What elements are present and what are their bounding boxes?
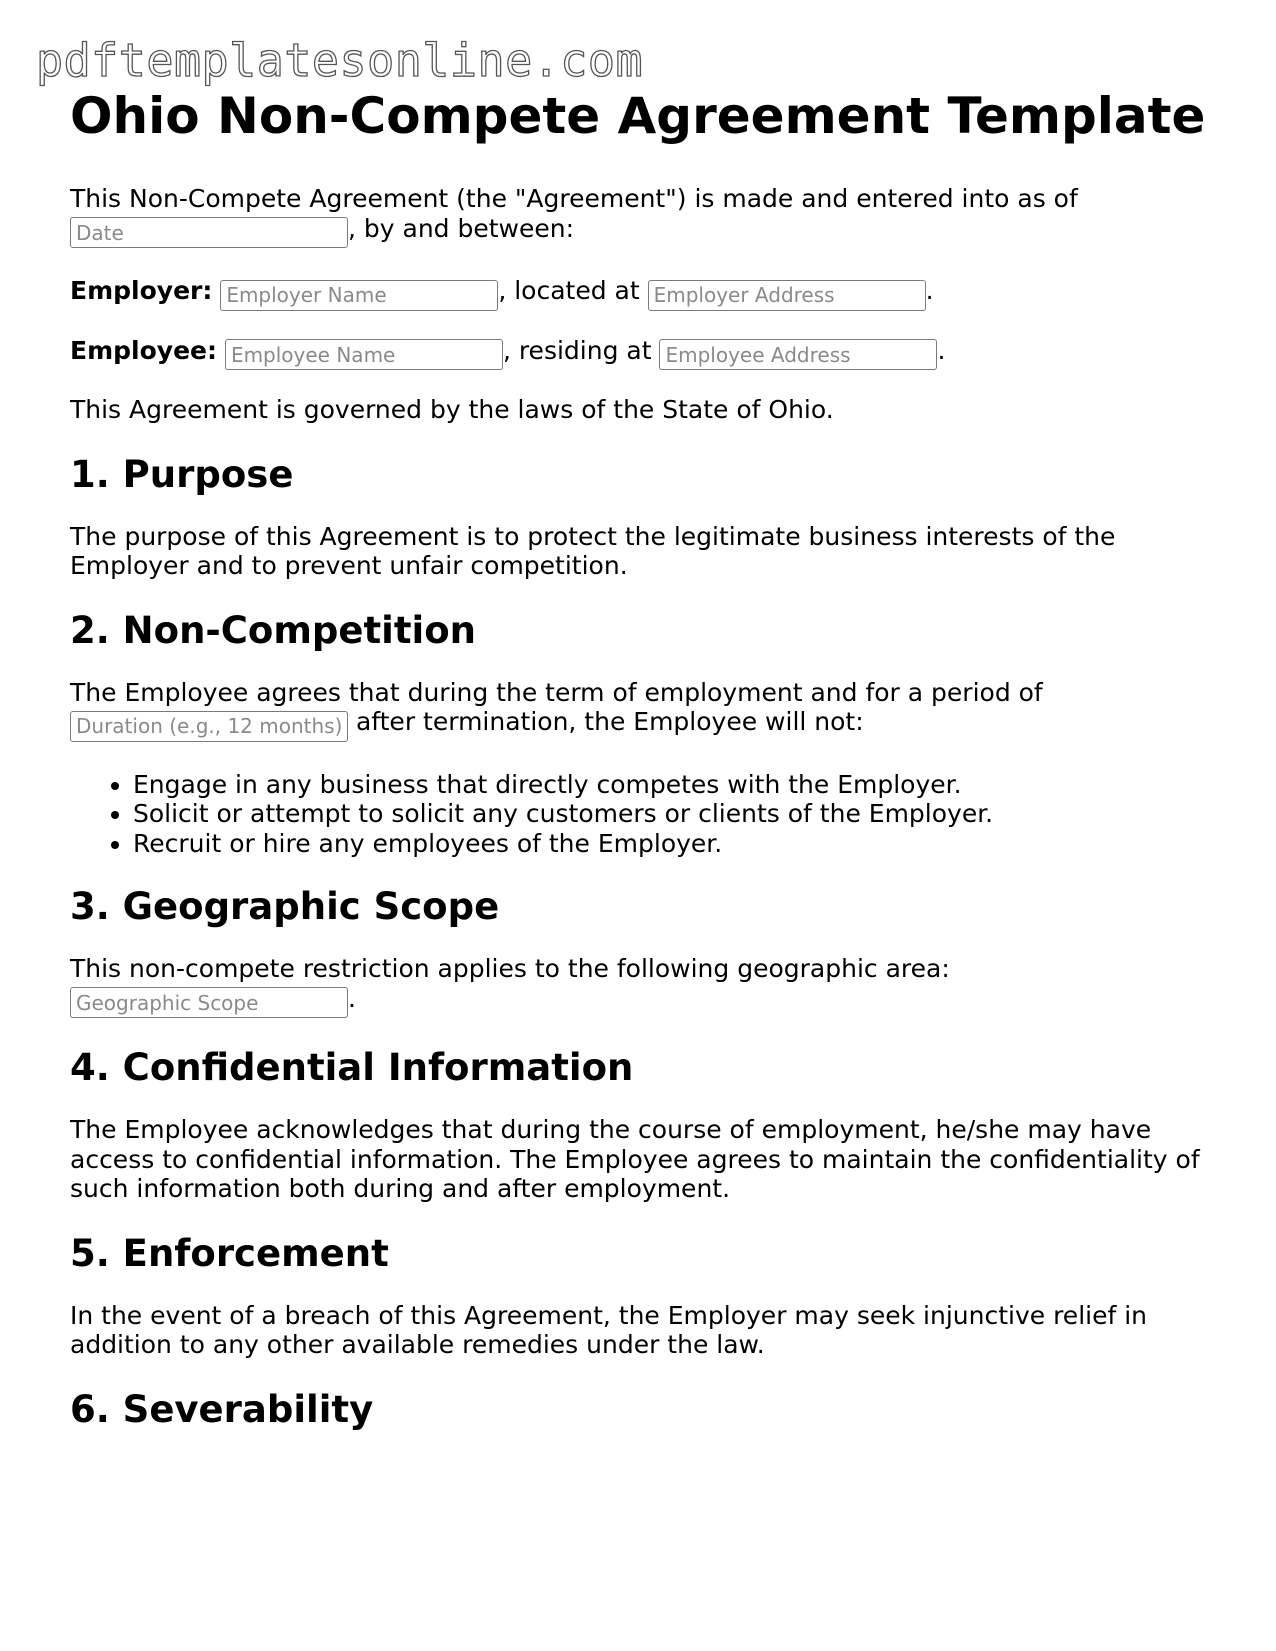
employer-mid-text: , located at — [498, 276, 640, 305]
employee-name-field[interactable] — [225, 339, 503, 370]
intro-text-after: , by and between: — [348, 213, 575, 243]
section-heading-non-competition: 2. Non-Competition — [70, 608, 476, 652]
duration-field[interactable] — [70, 711, 348, 742]
purpose-text: The purpose of this Agreement is to protect the legitimate business interests of the Employer and to prevent unfair competition. — [70, 521, 1116, 580]
employee-end-text: . — [937, 335, 946, 365]
non-competition-text-after: after termination, the Employee will not: — [355, 707, 864, 736]
employer-end-text: . — [925, 276, 934, 305]
geographic-scope-end-text: . — [348, 983, 356, 1013]
list-item: • Solicit or attempt to solicit any customers or clients of the Employer. — [133, 799, 1210, 829]
employer-name-field[interactable] — [220, 280, 498, 311]
intro-text: This Non-Compete Agreement (the "Agreement") is made and entered into as of — [70, 184, 1078, 213]
section-heading-enforcement: 5. Enforcement — [70, 1231, 389, 1275]
geographic-scope-text: This non-compete restriction applies to the following geographic area: — [70, 954, 950, 983]
section-heading-severability: 6. Severability — [70, 1387, 374, 1431]
enforcement-text: In the event of a breach of this Agreement, the Employer may seek injunctive relief in addition to any other available remedies under the law. — [70, 1300, 1148, 1359]
date-field[interactable] — [70, 217, 348, 248]
list-item: • Recruit or hire any employees of the Employer. — [133, 829, 1210, 859]
geographic-scope-field[interactable] — [70, 987, 348, 1018]
employee-address-field[interactable] — [659, 339, 937, 370]
confidential-text: The Employee acknowledges that during the course of employment, he/she may have access to confidential information. The Employee agrees to maintain the confidentiality of such information both during and after employment. — [70, 1115, 1200, 1203]
list-item: • Engage in any business that directly competes with the Employer. — [133, 770, 1210, 800]
section-heading-purpose: 1. Purpose — [70, 452, 294, 496]
governing-law-text: This Agreement is governed by the laws of the State of Ohio. — [70, 395, 834, 424]
employee-line — [70, 336, 1210, 371]
intro-paragraph — [70, 184, 1210, 248]
document-body — [70, 86, 1210, 1457]
employee-label: Employee: — [70, 335, 217, 365]
geographic-scope-paragraph — [70, 954, 1210, 1018]
section-heading-confidential: 4. Confidential Information — [70, 1046, 634, 1089]
page-title: Ohio Non-Compete Agreement Template — [70, 87, 1206, 145]
non-competition-paragraph — [70, 678, 1210, 742]
non-competition-list — [70, 770, 1210, 859]
employee-mid-text: , residing at — [502, 335, 652, 365]
section-heading-geographic-scope: 3. Geographic Scope — [70, 885, 500, 928]
employer-address-field[interactable] — [648, 280, 926, 311]
watermark: pdftemplatesonline.com — [36, 34, 644, 87]
employer-line — [70, 276, 1210, 311]
employer-label: Employer: — [70, 276, 213, 305]
non-competition-text: The Employee agrees that during the term of employment and for a period of — [70, 677, 1043, 707]
